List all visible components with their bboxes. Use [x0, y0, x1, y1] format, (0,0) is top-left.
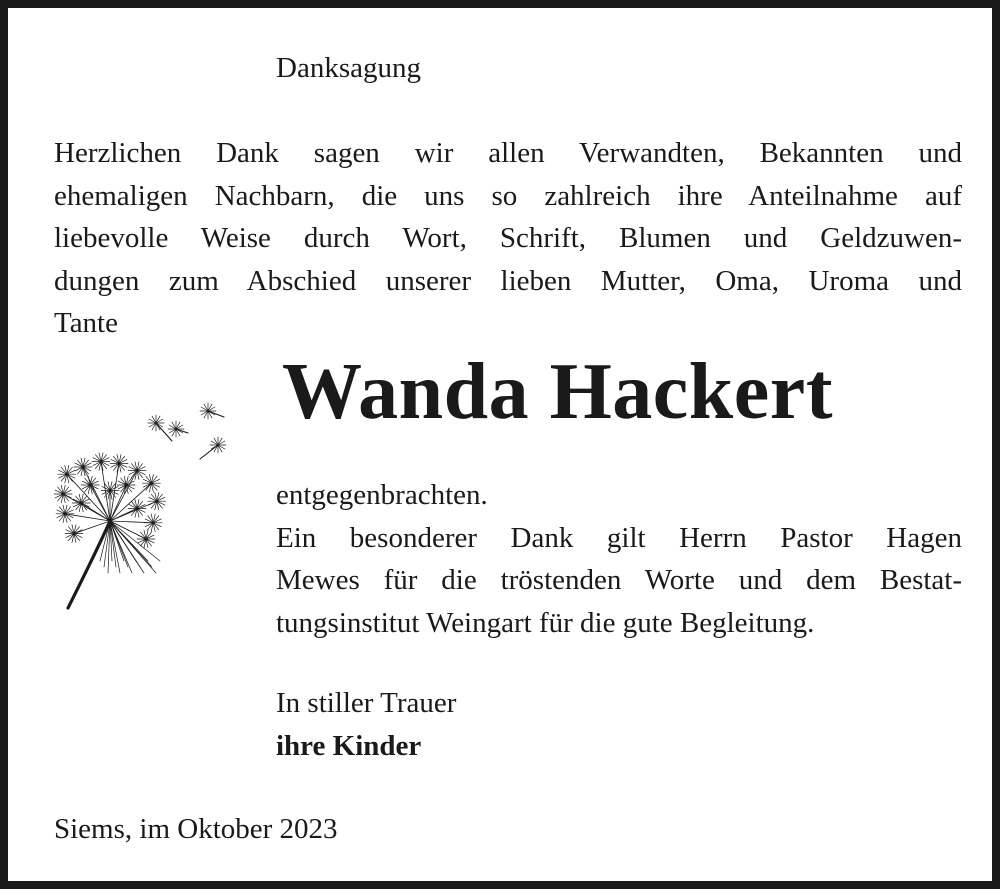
body-line: entgegenbrachten. [276, 479, 488, 511]
deceased-name: Wanda Hackert [282, 348, 833, 436]
body-line: Ein besonderer Dank gilt Herrn Pastor Hagen [276, 521, 962, 554]
notice-heading: Danksagung [276, 52, 421, 84]
body-line: tungsinstitut Weingart für die gute Begleitung. [276, 606, 815, 639]
signatories: ihre Kinder [276, 729, 422, 762]
closing-line: In stiller Trauer [276, 687, 457, 719]
intro-line: Tante [54, 307, 118, 339]
intro-line: liebevolle Weise durch Wort, Schrift, Blumen und Geldzuwen- [54, 222, 962, 254]
intro-line: ehemaligen Nachbarn, die uns so zahlreich ihre Anteilnahme auf [54, 179, 962, 212]
intro-paragraph [54, 132, 962, 345]
intro-line: dungen zum Abschied unserer lieben Mutter, Oma, Uroma und [54, 264, 962, 297]
intro-line: Herzlichen Dank sagen wir allen Verwandten, Bekannten und [54, 137, 962, 169]
closing-block [276, 682, 456, 767]
body-line: Mewes für die tröstenden Worte und dem Bestat- [276, 564, 962, 596]
thanks-paragraph [276, 474, 962, 644]
dandelion-icon [48, 393, 248, 618]
place-date: Siems, im Oktober 2023 [54, 813, 338, 845]
